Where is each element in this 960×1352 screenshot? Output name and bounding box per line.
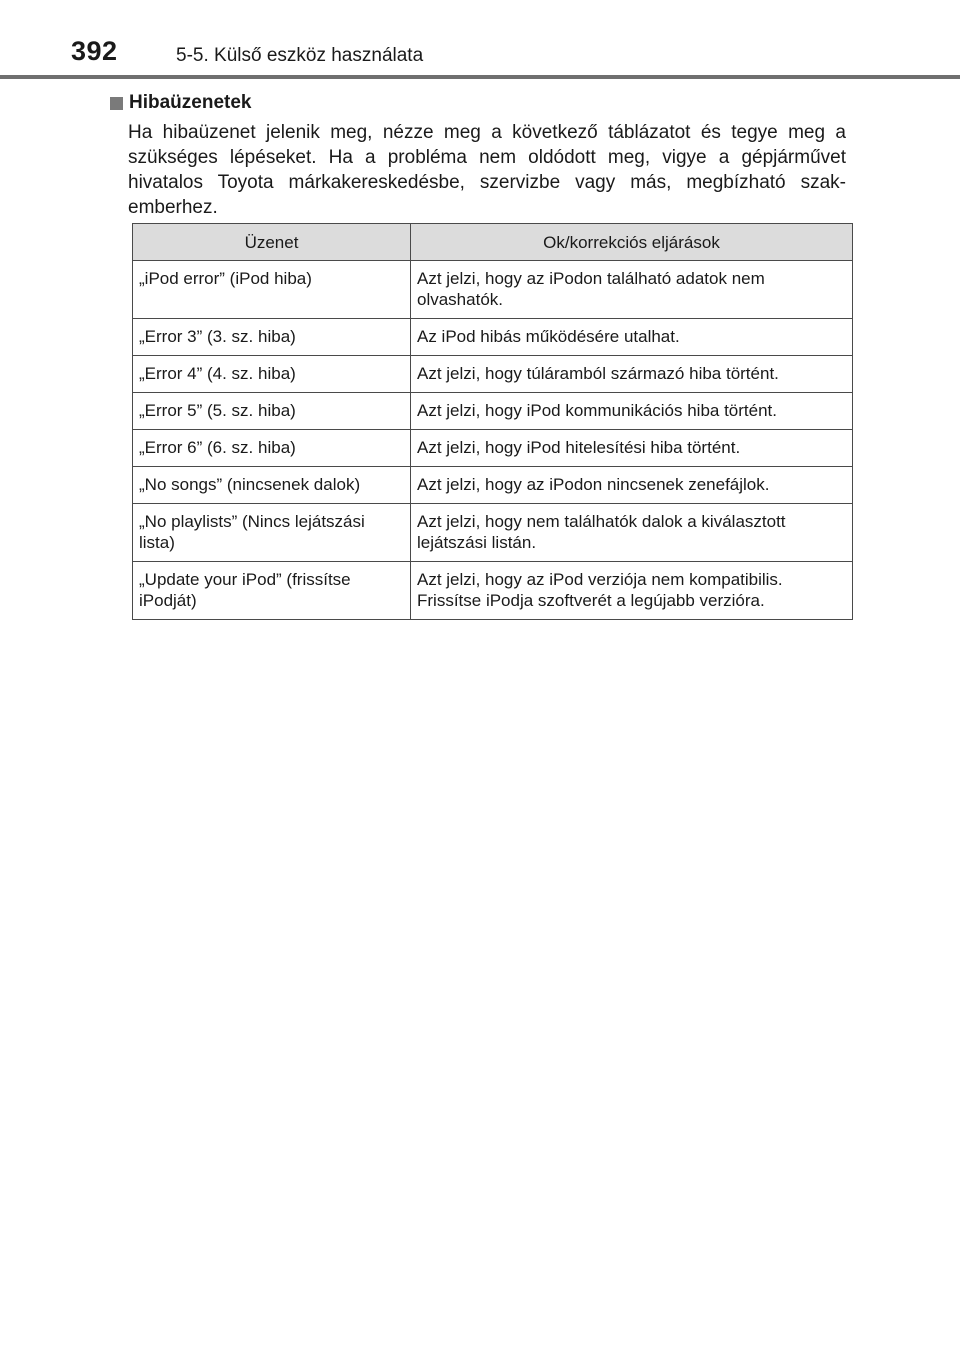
section-heading-text: Hibaüzenetek [129,92,252,113]
action-cell: Azt jelzi, hogy túláramból származó hiba történt. [411,356,853,393]
message-cell: „Error 3” (3. sz. hiba) [133,319,411,356]
action-cell: Azt jelzi, hogy iPod hitelesítési hiba történt. [411,430,853,467]
table-row [133,504,853,562]
column-header-action: Ok/korrekciós eljárások [411,224,853,261]
message-cell: „Update your iPod” (frissítse iPodját) [133,562,411,620]
action-cell: Azt jelzi, hogy az iPod verziója nem kompatibilis. Frissítse iPodja szoftverét a legújabb verzióra. [411,562,853,620]
action-cell: Azt jelzi, hogy nem találhatók dalok a kiválasztott lejátszási listán. [411,504,853,562]
action-cell: Azt jelzi, hogy az iPodon nincsenek zenefájlok. [411,467,853,504]
table-row [133,430,853,467]
message-cell: „Error 5” (5. sz. hiba) [133,393,411,430]
message-cell: „No songs” (nincsenek dalok) [133,467,411,504]
message-cell: „iPod error” (iPod hiba) [133,261,411,319]
page-number: 392 [71,36,118,66]
message-cell: „No playlists” (Nincs lejátszási lista) [133,504,411,562]
error-message-table [132,223,853,620]
section-heading [110,92,251,114]
action-cell: Azt jelzi, hogy az iPodon található adatok nem olvashatók. [411,261,853,319]
section-title: 5-5. Külső eszköz használata [176,45,424,66]
message-cell: „Error 4” (4. sz. hiba) [133,356,411,393]
message-cell: „Error 6” (6. sz. hiba) [133,430,411,467]
table-row [133,261,853,319]
table-row [133,319,853,356]
intro-paragraph: Ha hibaüzenet jelenik meg, nézze meg a következő táblázatot és tegye meg a szükséges lépéseket. Ha a probléma nem oldódott meg, vigye a gépjárművet hivatalos Toyota márkakereskedésbe, szervizbe vagy más, megbízható szakemberhez. [128,122,846,218]
action-cell: Azt jelzi, hogy iPod kommunikációs hiba történt. [411,393,853,430]
action-cell: Az iPod hibás működésére utalhat. [411,319,853,356]
table-row [133,467,853,504]
column-header-message: Üzenet [133,224,411,261]
table-header-row [133,224,853,261]
table-row [133,393,853,430]
header-divider [0,75,960,79]
square-bullet-icon [110,97,123,110]
table-row [133,562,853,620]
table-row [133,356,853,393]
